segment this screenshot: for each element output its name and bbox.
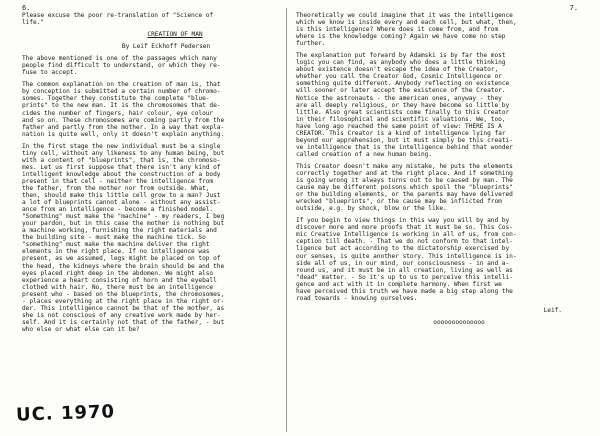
text-line: experience a heart consisting of horn and the eyeball [22, 276, 217, 284]
text-line: This Creator doesn't make any mistake, he puts the elements [296, 162, 513, 170]
handwritten-annotation: UC. 1970 [15, 401, 116, 426]
text-line: "dead" matter. - So it's up to us to perceive this intelli- [296, 273, 513, 281]
text-line: ve intelligence that is the intelligence behind that wonder [296, 143, 513, 151]
article-byline: By Leif Eckhoff Pedersen [121, 43, 211, 51]
text-line: fuse to accept. [22, 69, 78, 77]
note-line: life." [22, 19, 45, 27]
text-line: The explanation put forward by Adamski is by far the most [296, 52, 506, 60]
text-line: is this intelligence? Where does it come from, and from [296, 26, 499, 34]
paragraph [296, 217, 582, 302]
text-line: outside, e.g. by shock, blow or the like. [296, 205, 447, 213]
text-line: the building site - must make the machine tick. So [22, 234, 206, 242]
text-line: eyes placed right deep in the abdomen. We might also [22, 269, 214, 277]
text-line: people find difficult to understand, or which they re- [22, 62, 221, 70]
page-divider [286, 8, 287, 432]
text-line: The common explanation on the creation of man is, that [22, 81, 221, 89]
text-line: little. Also great scientists come finally to this Creator [296, 108, 510, 116]
text-line: logic you can find, as anybody who does a little thinking [296, 59, 506, 67]
page-number: 6. [22, 4, 31, 12]
text-line: "Something" must make the "machine" - my readers, I beg [22, 213, 225, 221]
text-line: in their filosophical and scientific valuations. We, too, [296, 115, 506, 123]
text-line: called creation of a new human being. [296, 150, 432, 158]
text-line: tiny cell, without any likeness to any human being, but [22, 149, 225, 157]
text-line: mic Creative Intelligence is working in all of us, from con- [296, 231, 517, 239]
text-line: whether you call the Creator God, Cosmic Intelligence or [296, 73, 502, 81]
text-line: cause may be different poisons which spoil the "blueprints" [296, 184, 513, 192]
text-line: road towards - knowing ourselves. [296, 294, 418, 302]
text-line: der. This intelligence cannot be that of the mother, as [22, 304, 225, 312]
text-line: will sooner or later accept the existence of the Creator. [296, 87, 506, 95]
text-line: If you begin to view things in this way you will by and by [296, 217, 510, 225]
text-line: intelligent knowledge about the construction of a body [22, 170, 221, 178]
text-line: further. [296, 40, 326, 48]
end-ornament: oooooooooooooo [433, 318, 485, 326]
paragraph [296, 52, 582, 158]
text-line: and so on. These chromosomes are coming partly from the [22, 116, 225, 124]
text-line: somes. Together they constitute the complete "blue- [22, 95, 210, 103]
text-line: ance from an intelligence - become a finished model. [22, 206, 214, 214]
text-line: the head, the kidneys where the brain should be and the [22, 262, 225, 270]
text-line: have perceived this truth we have made a big step along the [296, 287, 513, 295]
paragraph [296, 163, 582, 212]
right-page [296, 4, 582, 326]
paragraph [296, 12, 582, 47]
text-line: our senses, is quite another story. This intelligence is in- [296, 252, 517, 260]
text-line: Theoretically we could imagine that it was the intelligence [296, 12, 513, 19]
text-line: - places everything at the right place in the right or- [22, 297, 225, 305]
text-line: wrecked "blueprints", or the cause may be inflicted from [296, 198, 502, 206]
text-line: where is the knowledge coming? Again we have come no step [296, 33, 506, 41]
text-line: CREATOR. This Creator is a kind of intelligence lying far [296, 129, 506, 137]
text-line: present, as we assumed, legs might be placed on top of [22, 255, 221, 263]
text-line: then, should make this little cell grow to a man? Just [22, 192, 221, 200]
text-line: father and partly from the mother. In a way that expla- [22, 123, 225, 131]
right-paragraphs [296, 12, 582, 302]
text-line: elements in the right place. If no intelligence was [22, 248, 210, 256]
text-line: which we know is inside every and each cell, but what, then, [296, 19, 517, 27]
text-line: self. And it is certainly not that of the father, - but [22, 318, 225, 326]
text-line: present who - based on the blueprints, the chromosomes, [22, 290, 225, 298]
text-line: beyond our apprehension, but it must simply be this creati- [296, 136, 513, 144]
article-title: CREATION OF MAN [147, 31, 203, 39]
text-line: present in that cell - neither the intelligence from [22, 177, 214, 185]
author-signature: Leif. [543, 306, 562, 314]
text-line: "something" must make the machine deliver the right [22, 241, 210, 249]
left-paragraphs [22, 55, 280, 333]
paragraph [22, 55, 280, 76]
text-line: mes. Let us first suppose that there isn't any kind of [22, 163, 221, 171]
paragraph [22, 81, 280, 137]
text-line: correctly together and at the right place. And if something [296, 169, 513, 177]
paragraph [22, 143, 280, 333]
text-line: cides the number of fingers, hair colour, eye colour [22, 109, 214, 117]
text-line: In the first stage the new individual must be a single [22, 142, 221, 150]
text-line: a lot of blueprints cannot alone - without any assist- [22, 199, 221, 207]
text-line: prints" to the new man. It is the chromosomes that de- [22, 102, 221, 110]
text-line: about existence doesn't escape the idea of the Creator, [296, 66, 499, 74]
text-line: ception till death. - That we do not conform to that intel- [296, 238, 513, 246]
page-number: 7. [569, 4, 578, 12]
text-line: a machine working, furnishing the right materials and [22, 227, 217, 235]
text-line: Notice the astronauts - the american ones, anyway - they [296, 94, 502, 102]
text-line: something quite different. Anybody reflecting on existence [296, 80, 510, 88]
text-line: or the building elements, or the parents may have delivered [296, 191, 513, 199]
note-line: Please excuse the poor re-translation of "Science of [22, 12, 214, 19]
text-line: round us, and it must be in all creation, living as well as [296, 266, 513, 274]
text-line: are all deeply religious, or they have become so little by [296, 101, 510, 109]
text-line: nation is quite well, only it doesn't explain anything. [22, 130, 225, 138]
text-line: discover more and more proofs that it must be so. This Cos- [296, 224, 513, 232]
text-line: who else or what else can it be? [22, 325, 140, 333]
text-line: ligence but act according to the dictatorship exercised by [296, 245, 510, 253]
text-line: have long ago reached the same point of view: THERE IS A [296, 122, 502, 130]
text-line: side all of us, in our mind, our consciousness - in and a- [296, 259, 510, 267]
text-line: she is not conscious of any creative work made by her- [22, 311, 221, 319]
text-line: by conception is submitted a certain number of chromo- [22, 88, 221, 96]
text-line: your pardon, but in this case the mother is nothing but [22, 220, 225, 228]
text-line: with a content of "blueprints", that is, the chromoso- [22, 156, 221, 164]
text-line: The above mentioned is one of the passages which many [22, 55, 217, 63]
text-line: gence and act with it in complete harmony. When first we [296, 280, 502, 288]
translation-note [22, 12, 280, 26]
left-page [22, 4, 280, 333]
text-line: is going wrong it always turns out to be caused by man. The [296, 177, 513, 185]
text-line: the father, from the mother nor from outside. What, [22, 184, 210, 192]
text-line: clothed with hair. No, there must be an intelligence [22, 283, 214, 291]
